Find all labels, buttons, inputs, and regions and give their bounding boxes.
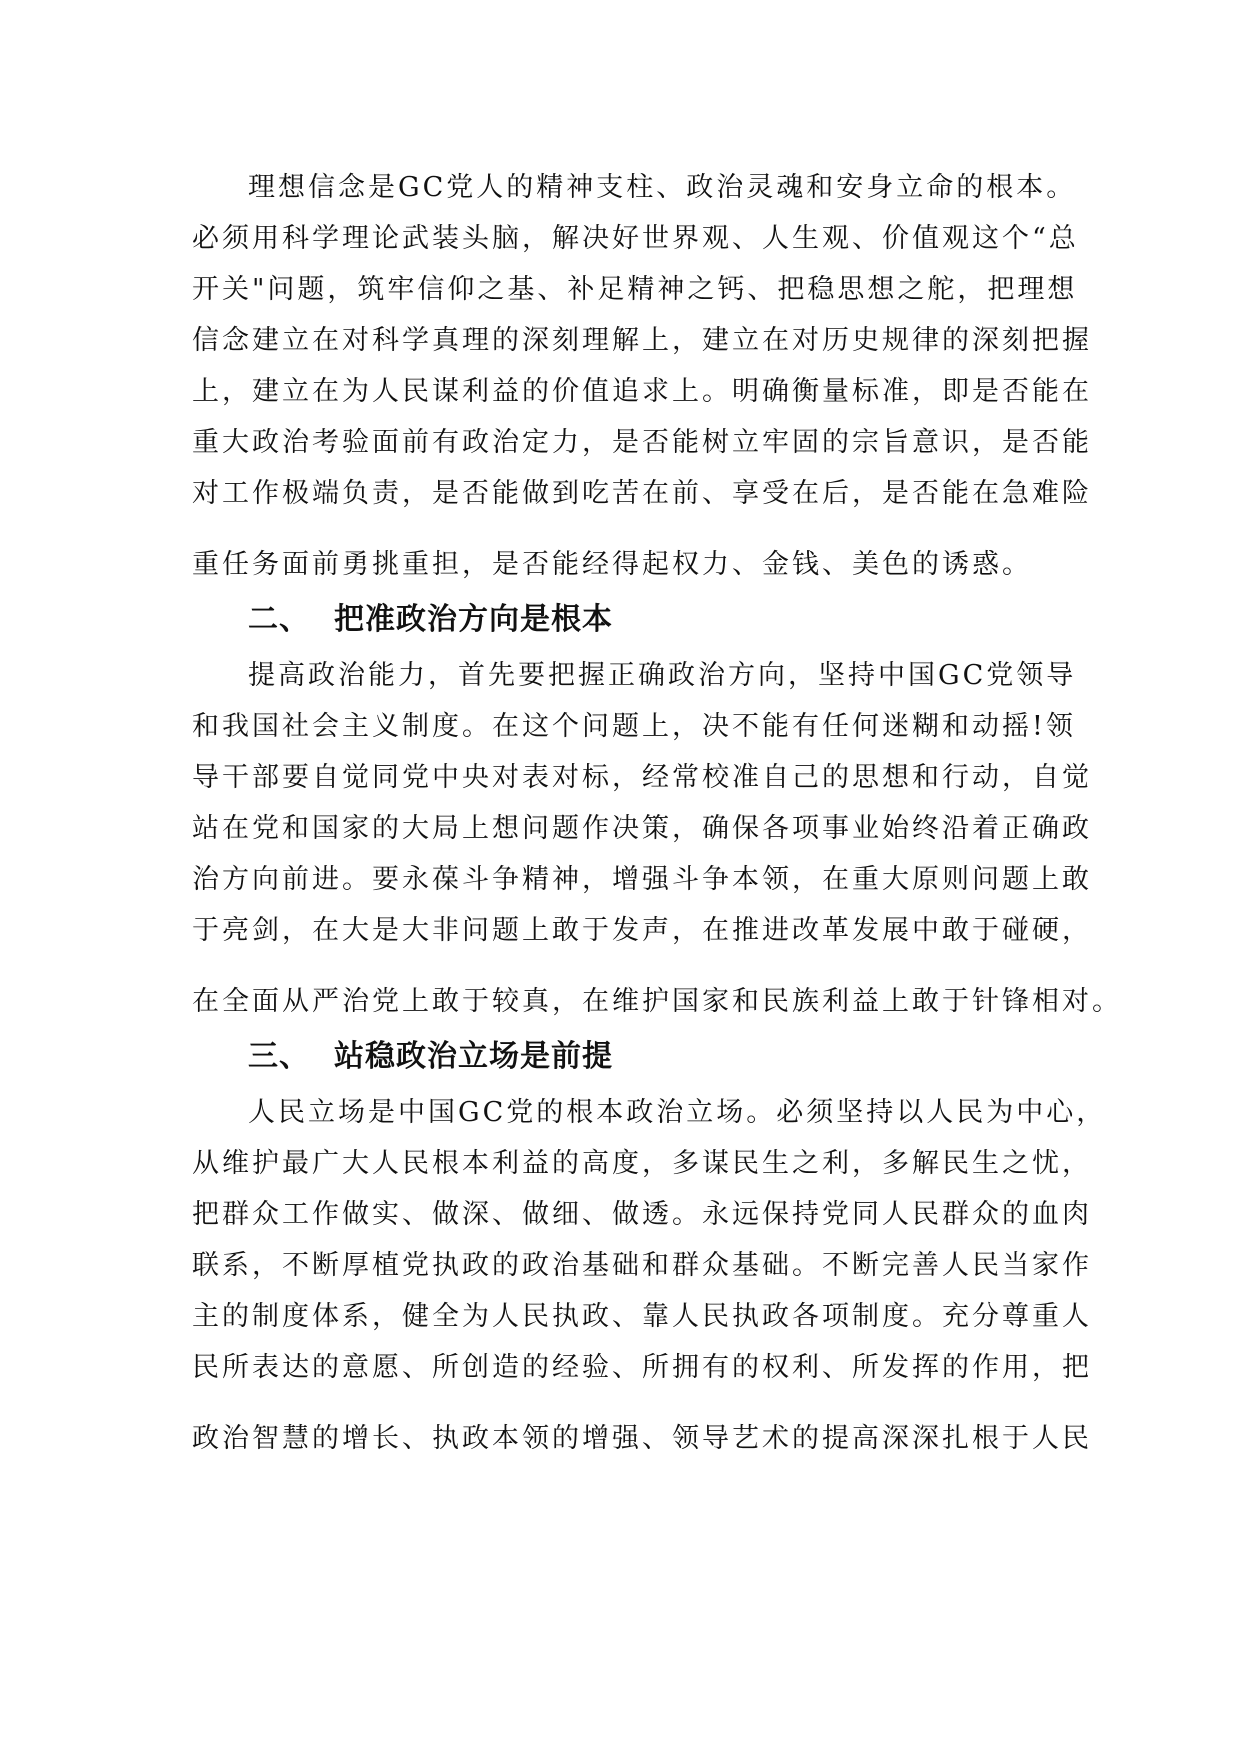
text-line: 于亮剑，在大是大非问题上敢于发声，在推进改革发展中敢于碰硬， <box>192 915 1092 946</box>
text-line: 重任务面前勇挑重担，是否能经得起权力、金钱、美色的诱惑。 <box>192 549 1032 580</box>
text-line: 从维护最广大人民根本利益的高度，多谋民生之利，多解民生之忧， <box>192 1148 1092 1179</box>
text-line: 治方向前进。要永葆斗争精神，增强斗争本领，在重大原则问题上敢 <box>192 864 1092 895</box>
text-line: 理想信念是GC党人的精神支柱、政治灵魂和安身立命的根本。 <box>248 172 1077 203</box>
paragraph-political-direction <box>192 650 1122 1027</box>
section-title: 把准政治方向是根本 <box>334 602 613 637</box>
section-title: 站稳政治立场是前提 <box>334 1039 613 1074</box>
text-line: 在全面从严治党上敢于较真，在维护国家和民族利益上敢于针锋相对。 <box>192 986 1122 1017</box>
paragraph-political-stance <box>192 1087 1107 1464</box>
text-line: 提高政治能力，首先要把握正确政治方向，坚持中国GC党领导 <box>248 660 1077 691</box>
text-line: 重大政治考验面前有政治定力，是否能树立牢固的宗旨意识，是否能 <box>192 427 1092 458</box>
text-line: 必须用科学理论武装头脑，解决好世界观、人生观、价值观这个“总 <box>192 223 1079 254</box>
text-line: 政治智慧的增长、执政本领的增强、领导艺术的提高深深扎根于人民 <box>192 1423 1092 1454</box>
text-line: 主的制度体系，健全为人民执政、靠人民执政各项制度。充分尊重人 <box>192 1301 1092 1332</box>
text-line: 上，建立在为人民谋利益的价值追求上。明确衡量标准，即是否能在 <box>192 376 1092 407</box>
section-number: 二、 <box>248 602 310 637</box>
text-line: 信念建立在对科学真理的深刻理解上，建立在对历史规律的深刻把握 <box>192 325 1092 356</box>
text-line: 导干部要自觉同党中央对表对标，经常校准自己的思想和行动，自觉 <box>192 762 1092 793</box>
text-line: 和我国社会主义制度。在这个问题上，决不能有任何迷糊和动摇!领 <box>192 711 1076 742</box>
text-line: 站在党和国家的大局上想问题作决策，确保各项事业始终沿着正确政 <box>192 813 1092 844</box>
document-body <box>192 162 1122 1464</box>
section-heading-3 <box>192 1027 1072 1087</box>
text-line: 联系，不断厚植党执政的政治基础和群众基础。不断完善人民当家作 <box>192 1250 1092 1281</box>
text-line: 把群众工作做实、做深、做细、做透。永远保持党同人民群众的血肉 <box>192 1199 1092 1230</box>
text-line: 对工作极端负责，是否能做到吃苦在前、享受在后，是否能在急难险 <box>192 478 1092 509</box>
section-number: 三、 <box>248 1039 310 1074</box>
text-line: 民所表达的意愿、所创造的经验、所拥有的权利、所发挥的作用，把 <box>192 1352 1092 1383</box>
paragraph-ideals <box>192 162 1092 590</box>
section-heading-2 <box>192 590 1072 650</box>
text-line: 人民立场是中国GC党的根本政治立场。必须坚持以人民为中心， <box>248 1097 1107 1128</box>
text-line: 开关"问题，筑牢信仰之基、补足精神之钙、把稳思想之舵，把理想 <box>192 274 1078 305</box>
